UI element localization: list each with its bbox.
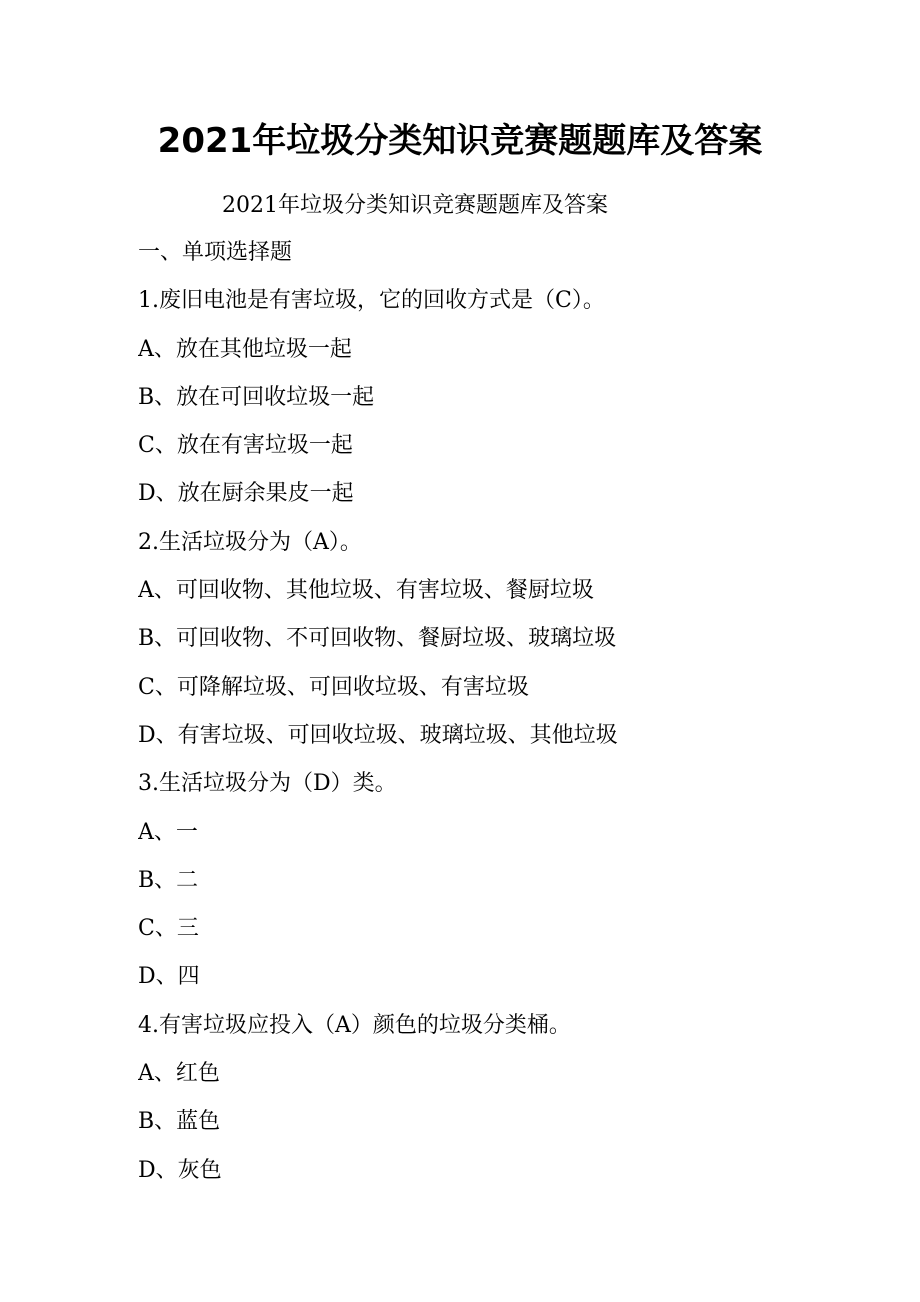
question-1-option-a: A、放在其他垃圾一起	[138, 336, 352, 362]
question-4-option-a: A、红色	[138, 1061, 220, 1087]
section-heading: 一、单项选择题	[138, 240, 293, 265]
question-2: 2.生活垃圾分为（A）。	[138, 529, 362, 555]
question-3: 3.生活垃圾分为（D）类。	[138, 771, 397, 797]
question-1: 1.废旧电池是有害垃圾，它的回收方式是（C）。	[138, 288, 605, 314]
question-3-option-d: D、四	[138, 964, 200, 990]
question-2-option-b: B、可回收物、不可回收物、餐厨垃圾、玻璃垃圾	[138, 626, 617, 652]
question-1-option-d: D、放在厨余果皮一起	[138, 481, 354, 507]
question-2-option-d: D、有害垃圾、可回收垃圾、玻璃垃圾、其他垃圾	[138, 722, 618, 748]
question-3-option-a: A、一	[138, 819, 198, 845]
question-4-option-d: D、灰色	[138, 1157, 222, 1183]
document-body	[138, 237, 898, 1203]
question-3-option-b: B、二	[138, 867, 199, 893]
question-1-option-b: B、放在可回收垃圾一起	[138, 384, 375, 410]
question-4-option-b: B、蓝色	[138, 1109, 221, 1135]
question-2-option-a: A、可回收物、其他垃圾、有害垃圾、餐厨垃圾	[138, 578, 594, 604]
document-subtitle: 2021年垃圾分类知识竞赛题题库及答案	[222, 193, 608, 218]
document-title: 2021年垃圾分类知识竞赛题题库及答案	[157, 121, 763, 161]
question-4: 4.有害垃圾应投入（A）颜色的垃圾分类桶。	[138, 1012, 571, 1038]
question-2-option-c: C、可降解垃圾、可回收垃圾、有害垃圾	[138, 674, 529, 700]
question-3-option-c: C、三	[138, 916, 199, 942]
question-1-option-c: C、放在有害垃圾一起	[138, 433, 353, 459]
